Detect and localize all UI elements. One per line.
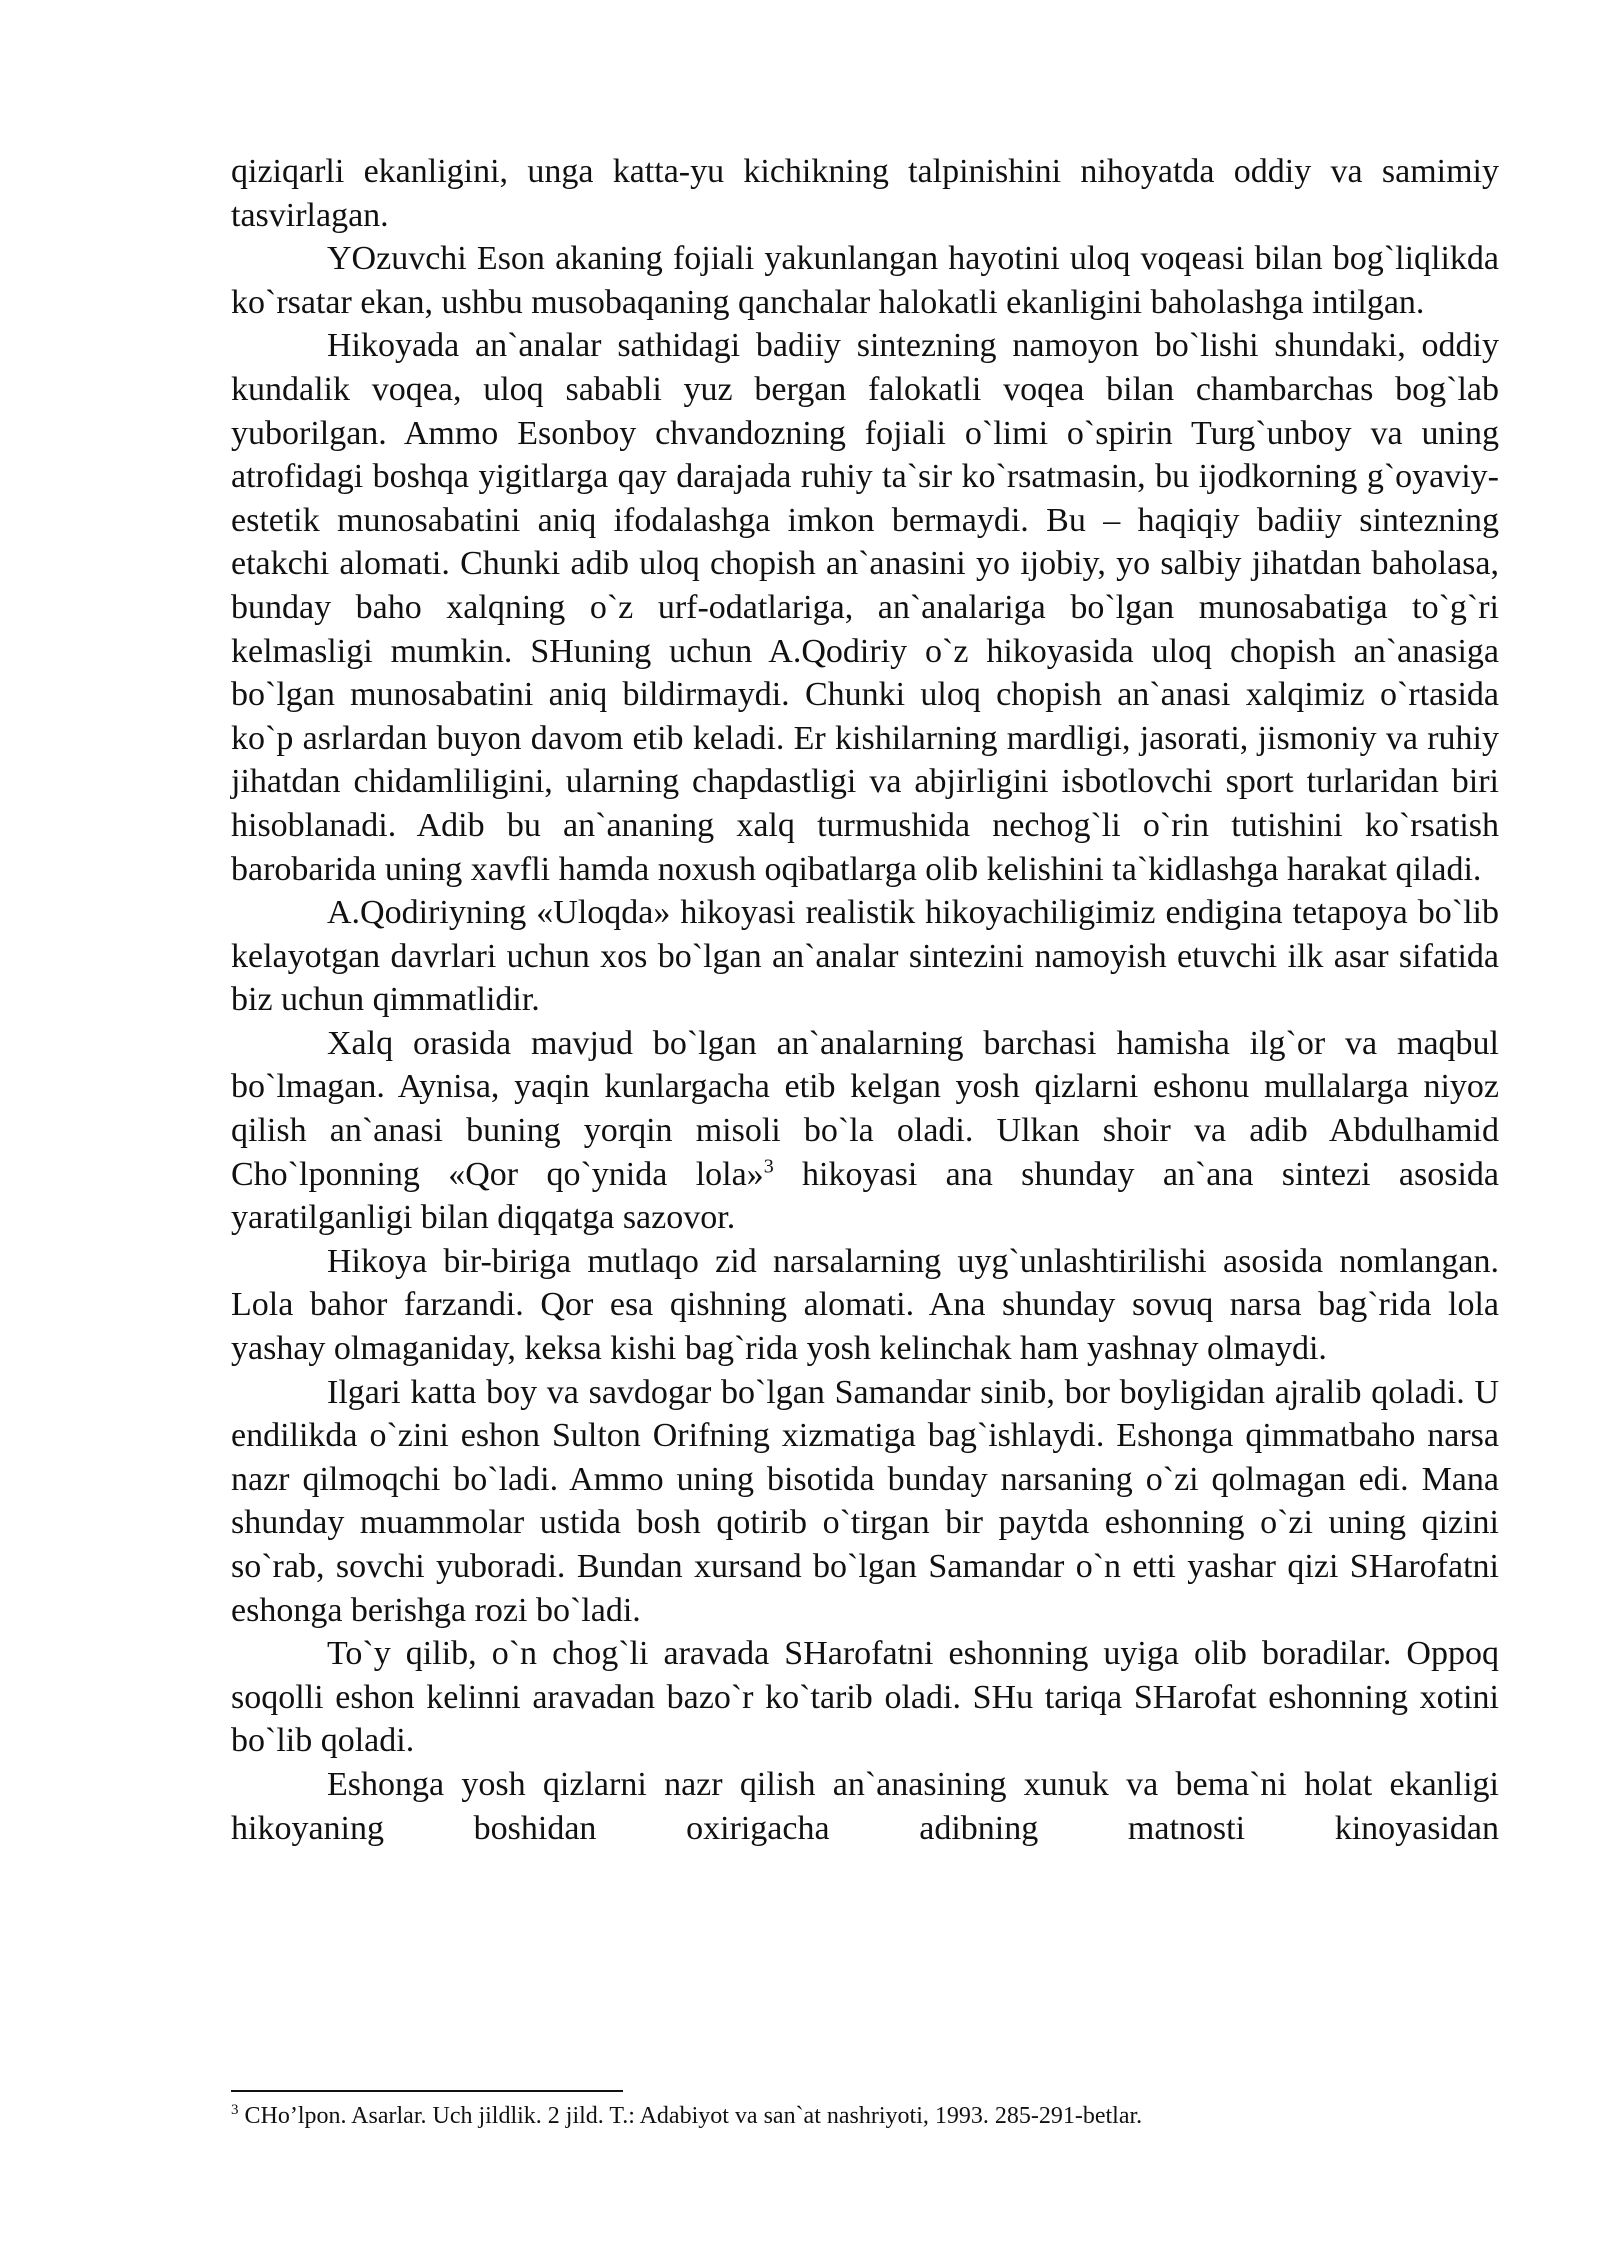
paragraph-6: Hikoya bir-biriga mutlaqo zid narsalarning uyg`unlashtirilishi asosida nomlangan. Lola bahor farzandi. Qor esa qishning alomati. Ana shunday sovuq narsa bag`rida lola yashay olmaganiday, keksa kishi bag`rida yosh kelinchak ham yashnay olmaydi. [231,1242,1499,1368]
footnote-reference-3[interactable]: 3 [763,1155,774,1178]
paragraph-5-text-before: Xalq orasida mavjud bo`lgan an`analarning barchasi hamisha ilg`or va maqbul bo`lmagan. Aynisa, yaqin kunlargacha etib kelgan yosh qizlarni eshonu mullalarga niyoz qilish an`anasi buning yorqin misoli bo`la oladi. Ulkan shoir va adib Abdulhamid Cho`lponning «Qor qo`ynida lola» [231,1024,1499,1193]
paragraph-5 [231,1022,1499,1240]
footnote-text: CHo’lpon. Asarlar. Uch jildlik. 2 jild. T.: Adabiyot va san`at nashriyoti, 1993. 285-291-betlar. [238,2103,1143,2129]
paragraph-8: To`y qilib, o`n chog`li aravada SHarofatni eshonning uyiga olib boradilar. Oppoq soqolli eshon kelinni aravadan bazo`r ko`tarib oladi. SHu tariqa SHarofat eshonning xotini bo`lib qoladi. [231,1635,1499,1760]
footnote-separator [231,2090,623,2092]
paragraph-7: Ilgari katta boy va savdogar bo`lgan Samandar sinib, bor boyligidan ajralib qoladi. U endilikda o`zini eshon Sulton Orifning xizmatiga bag`ishlaydi. Eshonga qimmatbaho narsa nazr qilmoqchi bo`ladi. Ammo uning bisotida bunday narsaning o`zi qolmagan edi. Mana shunday muammolar ustida bosh qotirib o`tirgan bir paytda eshonning o`zi uning qizini so`rab, sovchi yuboradi. Bundan xursand bo`lgan Samandar o`n etti yashar qizi SHarofatni eshonga berishga rozi bo`ladi. [231,1373,1499,1629]
body-text [231,150,1499,1850]
paragraph-1: qiziqarli ekanligini, unga katta-yu kichikning talpinishini nihoyatda oddiy va samimiy tasvirlagan. [231,153,1499,234]
paragraph-4: A.Qodiriyning «Uloqda» hikoyasi realistik hikoyachiligimiz endigina tetapoya bo`lib kelayotgan davrlari uchun xos bo`lgan an`analar sintezini namoyish etuvchi ilk asar sifatida biz uchun qimmatlidir. [231,894,1499,1019]
paragraph-5-text-after: hikoyasi ana shunday an`ana sintezi asosida yaratilganligi bilan diqqatga sazovor. [231,1155,1499,1237]
paragraph-2: YOzuvchi Eson akaning fojiali yakunlangan hayotini uloq voqeasi bilan bog`liqlikda ko`rsatar ekan, ushbu musobaqaning qanchalar halokatli ekanligini baholashga intilgan. [231,240,1499,321]
footnote [231,2101,1499,2131]
footnote-marker: 3 [231,2102,239,2118]
paragraph-9: Eshonga yosh qizlarni nazr qilish an`anasining xunuk va bema`ni holat ekanligi hikoyaning boshidan oxirigacha adibning matnosti kinoyasidan [231,1765,1499,1847]
paragraph-3: Hikoyada an`analar sathidagi badiiy sintezning namoyon bo`lishi shundaki, oddiy kundalik voqea, uloq sababli yuz bergan falokatli voqea bilan chambarchas bog`lab yuborilgan. Ammo Esonboy chvandozning fojiali o`limi o`spirin Turg`unboy va uning atrofidagi boshqa yigitlarga qay darajada ruhiy ta`sir ko`rsatmasin, bu ijodkorning g`oyaviy-estetik munosabatini aniq ifodalashga imkon bermaydi. Bu – haqiqiy badiiy sintezning etakchi alomati. Chunki adib uloq chopish an`anasini yo ijobiy, yo salbiy jihatdan baholasa, bunday baho xalqning o`z urf-odatlariga, an`analariga bo`lgan munosabatiga to`g`ri kelmasligi mumkin. SHuning uchun A.Qodiriy o`z hikoyasida uloq chopish an`anasiga bo`lgan munosabatini aniq bildirmaydi. Chunki uloq chopish an`anasi xalqimiz o`rtasida ko`p asrlardan buyon davom etib keladi. Er kishilarning mardligi, jasorati, jismoniy va ruhiy jihatdan chidamliligini, ularning chapdastligi va abjirligini isbotlovchi sport turlaridan biri hisoblanadi. Adib bu an`ananing xalq turmushida nechog`li o`rin tutishini ko`rsatish barobarida uning xavfli hamda noxush oqibatlarga olib kelishini ta`kidlashga harakat qiladi. [231,327,1499,888]
